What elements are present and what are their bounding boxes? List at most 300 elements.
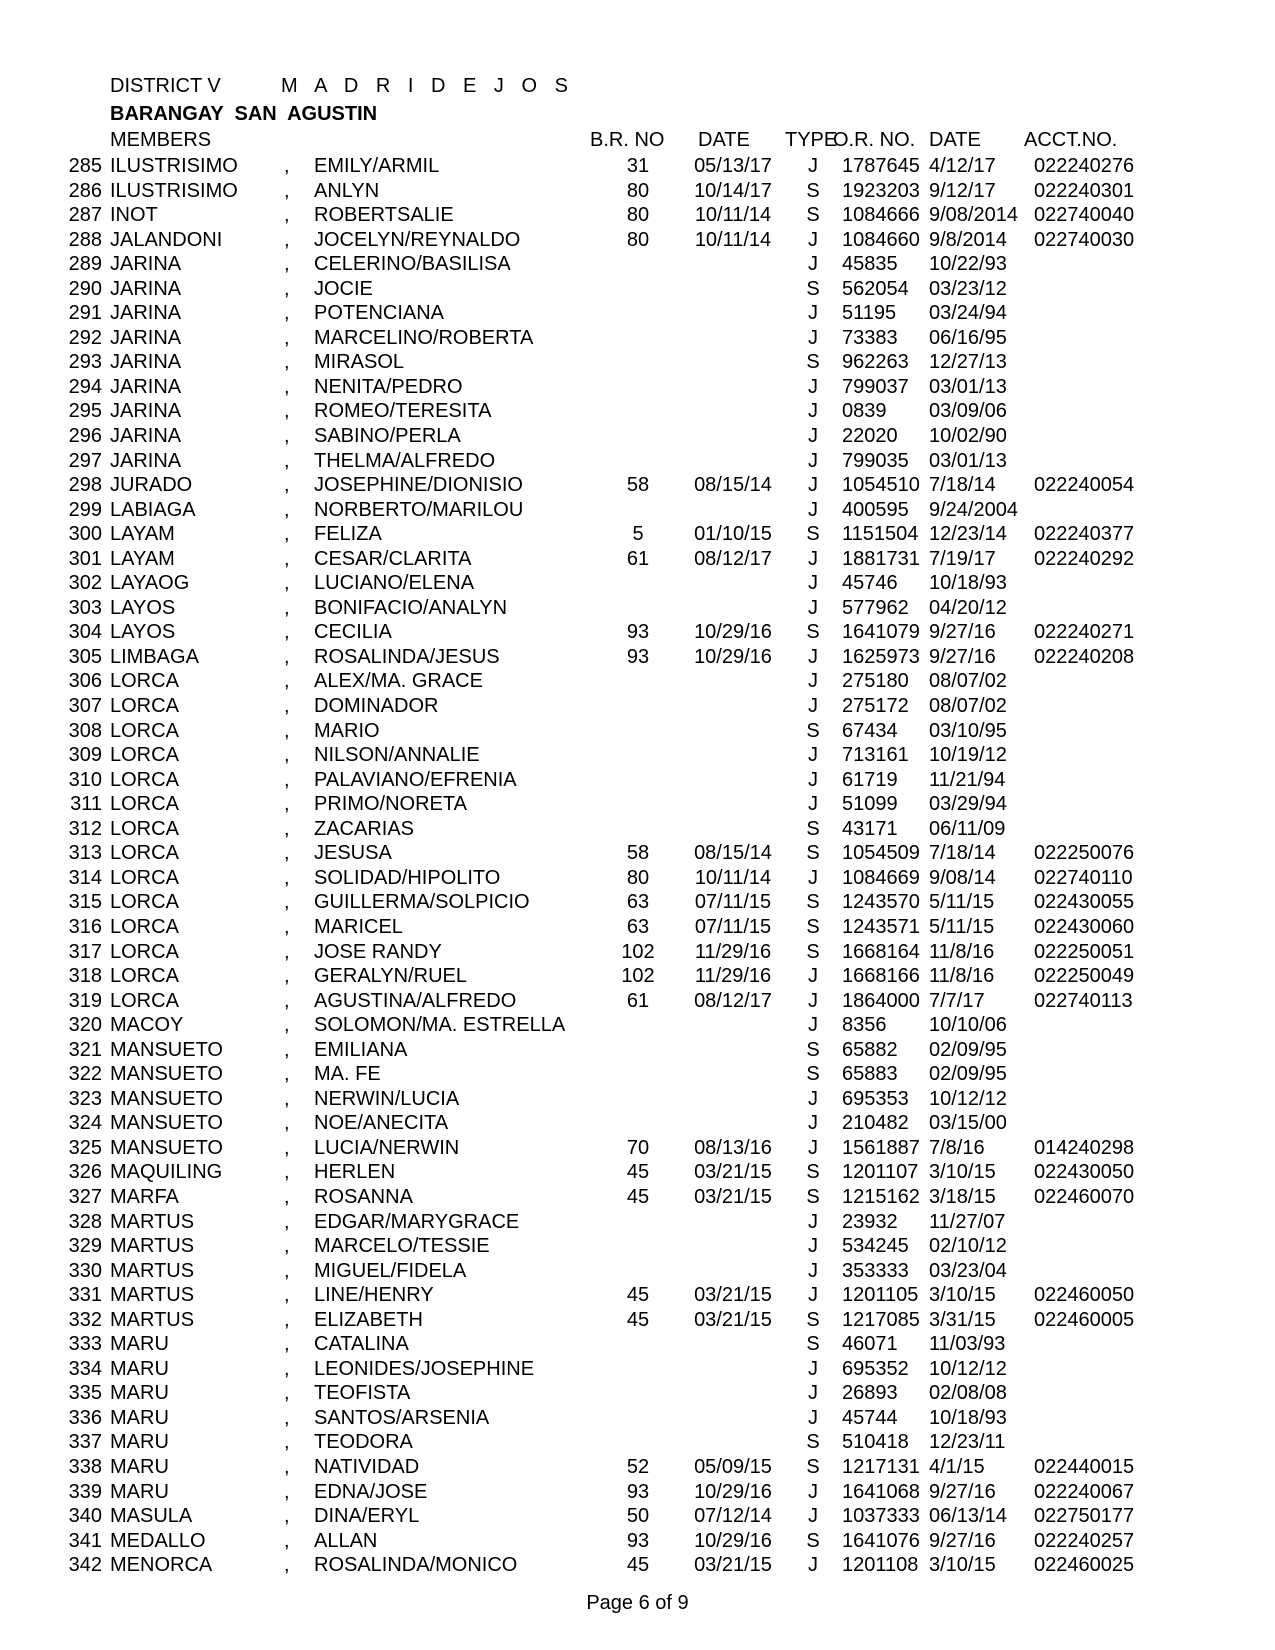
- comma-separator: ,: [284, 547, 290, 570]
- table-row: [0, 1308, 1275, 1333]
- last-name: LORCA: [110, 965, 179, 988]
- type: J: [808, 498, 818, 521]
- comma-separator: ,: [284, 793, 290, 816]
- comma-separator: ,: [284, 596, 290, 619]
- type: J: [808, 1136, 818, 1159]
- or-no: 562054: [842, 277, 909, 300]
- comma-separator: ,: [284, 1382, 290, 1405]
- last-name: MACOY: [110, 1014, 184, 1037]
- table-row: [0, 179, 1275, 204]
- acct-no: 022240257: [1034, 1529, 1135, 1552]
- table-row: [0, 399, 1275, 424]
- row-number: 285: [68, 155, 102, 177]
- first-names: LEONIDES/JOSEPHINE: [314, 1357, 535, 1380]
- or-no: 510418: [842, 1431, 909, 1454]
- type: S: [806, 1038, 820, 1061]
- comma-separator: ,: [284, 228, 290, 251]
- first-names: EMILIANA: [314, 1038, 408, 1061]
- first-names: LINE/HENRY: [314, 1284, 434, 1307]
- last-name: JARINA: [110, 351, 182, 374]
- row-number: 318: [68, 965, 102, 988]
- br-date: 03/21/15: [694, 1284, 772, 1307]
- or-date: 9/27/16: [929, 645, 996, 668]
- comma-separator: ,: [284, 1308, 290, 1331]
- table-row: [0, 547, 1275, 572]
- or-date: 9/8/2014: [929, 228, 1007, 251]
- table-row: [0, 1332, 1275, 1357]
- first-names: SANTOS/ARSENIA: [314, 1406, 490, 1429]
- or-no: 61719: [842, 768, 898, 791]
- or-date: 7/19/17: [929, 547, 996, 570]
- type: S: [806, 1431, 820, 1454]
- acct-no: 022430055: [1034, 891, 1135, 914]
- type: J: [808, 793, 818, 816]
- first-names: MARCELINO/ROBERTA: [314, 326, 534, 349]
- type: J: [808, 449, 818, 472]
- last-name: MENORCA: [110, 1554, 213, 1577]
- last-name: JARINA: [110, 449, 182, 472]
- type: J: [808, 1406, 818, 1429]
- or-no: 1787645: [842, 155, 920, 177]
- row-number: 313: [68, 842, 102, 865]
- comma-separator: ,: [284, 523, 290, 546]
- table-row: [0, 1136, 1275, 1161]
- first-names: FELIZA: [314, 523, 382, 546]
- or-no: 534245: [842, 1235, 909, 1258]
- comma-separator: ,: [284, 695, 290, 718]
- table-row: [0, 473, 1275, 498]
- acct-no: 022740113: [1034, 989, 1133, 1012]
- comma-separator: ,: [284, 670, 290, 693]
- or-no: 45835: [842, 253, 898, 276]
- type: J: [808, 1235, 818, 1258]
- or-date: 4/1/15: [929, 1455, 985, 1478]
- last-name: LORCA: [110, 719, 179, 742]
- row-number: 286: [68, 179, 102, 202]
- or-date: 9/08/14: [929, 866, 996, 889]
- last-name: JARINA: [110, 425, 182, 448]
- or-no: 46071: [842, 1333, 898, 1356]
- row-number: 340: [68, 1505, 102, 1528]
- first-names: NATIVIDAD: [314, 1455, 420, 1478]
- or-date: 11/8/16: [929, 965, 995, 988]
- row-number: 341: [68, 1529, 102, 1552]
- last-name: MARTUS: [110, 1284, 195, 1307]
- first-names: NORBERTO/MARILOU: [314, 498, 524, 521]
- or-no: 577962: [842, 596, 909, 619]
- or-date: 4/12/17: [929, 155, 996, 177]
- comma-separator: ,: [284, 744, 290, 767]
- page-number: Page 6 of 9: [586, 1592, 689, 1614]
- br-no: 45: [626, 1185, 650, 1208]
- row-number: 300: [68, 523, 102, 546]
- br-date: 03/21/15: [694, 1185, 772, 1208]
- comma-separator: ,: [284, 817, 290, 840]
- first-names: MA. FE: [314, 1063, 381, 1086]
- last-name: LORCA: [110, 768, 179, 791]
- first-names: NOE/ANECITA: [314, 1112, 449, 1135]
- table-row: [0, 890, 1275, 915]
- comma-separator: ,: [284, 400, 290, 423]
- or-no: 713161: [842, 744, 909, 767]
- or-no: 210482: [842, 1112, 909, 1135]
- row-number: 311: [70, 793, 102, 816]
- comma-separator: ,: [284, 498, 290, 521]
- br-date: 03/21/15: [694, 1554, 772, 1577]
- br-no: 93: [626, 645, 650, 668]
- table-row: [0, 375, 1275, 400]
- br-date: 10/29/16: [694, 1529, 772, 1552]
- first-names: JESUSA: [314, 842, 392, 865]
- row-number: 306: [68, 670, 102, 693]
- br-no: 45: [626, 1161, 650, 1184]
- or-date: 03/10/95: [929, 719, 1007, 742]
- or-date: 06/16/95: [929, 326, 1007, 349]
- acct-no: 022250076: [1034, 842, 1135, 865]
- or-no: 1084666: [842, 204, 920, 227]
- row-number: 305: [68, 645, 102, 668]
- or-date: 11/27/07: [929, 1210, 1006, 1233]
- first-names: THELMA/ALFREDO: [314, 449, 496, 472]
- comma-separator: ,: [284, 1505, 290, 1528]
- type: J: [808, 744, 818, 767]
- first-names: DOMINADOR: [314, 695, 439, 718]
- row-number: 315: [68, 891, 102, 914]
- comma-separator: ,: [284, 1554, 290, 1577]
- comma-separator: ,: [284, 621, 290, 644]
- or-date: 3/10/15: [929, 1161, 996, 1184]
- last-name: MARU: [110, 1357, 169, 1380]
- table-row: [0, 792, 1275, 817]
- or-date: 03/29/94: [929, 793, 1007, 816]
- or-no: 962263: [842, 351, 909, 374]
- comma-separator: ,: [284, 1185, 290, 1208]
- last-name: LORCA: [110, 891, 179, 914]
- table-row: [0, 989, 1275, 1014]
- br-no: 61: [626, 547, 650, 570]
- last-name: LABIAGA: [110, 498, 196, 521]
- acct-no: 022240208: [1034, 645, 1135, 668]
- or-no: 26893: [842, 1382, 898, 1405]
- first-names: MARIO: [314, 719, 380, 742]
- type: J: [808, 670, 818, 693]
- or-no: 1201105: [842, 1284, 919, 1307]
- last-name: MASULA: [110, 1505, 193, 1528]
- or-no: 1084660: [842, 228, 920, 251]
- last-name: INOT: [110, 204, 158, 227]
- or-date: 12/23/14: [929, 523, 1007, 546]
- or-no: 1037333: [842, 1505, 920, 1528]
- type: J: [808, 866, 818, 889]
- first-names: JOCIE: [314, 277, 373, 300]
- or-date: 5/11/15: [929, 891, 995, 914]
- or-date: 06/11/09: [929, 817, 1006, 840]
- br-date: 05/09/15: [694, 1455, 772, 1478]
- last-name: MARU: [110, 1333, 169, 1356]
- type: J: [808, 1112, 818, 1135]
- row-number: 316: [68, 915, 102, 938]
- row-number: 338: [68, 1455, 102, 1478]
- comma-separator: ,: [284, 719, 290, 742]
- or-date: 11/03/93: [929, 1333, 1006, 1356]
- first-names: ROMEO/TERESITA: [314, 400, 492, 423]
- table-row: [0, 1160, 1275, 1185]
- comma-separator: ,: [284, 277, 290, 300]
- or-no: 1641079: [842, 621, 920, 644]
- first-names: ROSALINDA/JESUS: [314, 645, 500, 668]
- type: J: [808, 228, 818, 251]
- or-date: 5/11/15: [929, 915, 995, 938]
- table-row: [0, 841, 1275, 866]
- or-date: 08/07/02: [929, 695, 1007, 718]
- row-number: 330: [68, 1259, 102, 1282]
- table-row: [0, 424, 1275, 449]
- br-date: 10/29/16: [694, 645, 772, 668]
- or-no: 51195: [842, 302, 897, 325]
- type: J: [808, 253, 818, 276]
- first-names: NILSON/ANNALIE: [314, 744, 480, 767]
- last-name: MARU: [110, 1455, 169, 1478]
- row-number: 326: [68, 1161, 102, 1184]
- table-row: [0, 1038, 1275, 1063]
- type: S: [806, 351, 820, 374]
- or-date: 7/18/14: [929, 842, 996, 865]
- br-no: 102: [621, 965, 655, 988]
- comma-separator: ,: [284, 204, 290, 227]
- type: J: [808, 155, 818, 177]
- table-row: [0, 301, 1275, 326]
- district-label: DISTRICT V: [110, 75, 221, 97]
- comma-separator: ,: [284, 155, 290, 177]
- acct-no: 022460050: [1034, 1284, 1135, 1307]
- or-no: 1243570: [842, 891, 920, 914]
- or-no: 275180: [842, 670, 909, 693]
- table-row: [0, 1013, 1275, 1038]
- type: J: [808, 596, 818, 619]
- last-name: LAYAM: [110, 523, 175, 546]
- br-no: 63: [626, 915, 650, 938]
- last-name: LORCA: [110, 744, 179, 767]
- or-date: 12/23/11: [929, 1431, 1006, 1454]
- or-date: 03/23/04: [929, 1259, 1007, 1282]
- or-date: 7/18/14: [929, 474, 996, 497]
- comma-separator: ,: [284, 572, 290, 595]
- town-label: M A D R I D E J O S: [281, 75, 574, 97]
- or-date: 02/10/12: [929, 1235, 1007, 1258]
- type: J: [808, 645, 818, 668]
- or-no: 1084669: [842, 866, 920, 889]
- last-name: LAYOS: [110, 621, 176, 644]
- table-row: [0, 1087, 1275, 1112]
- table-row: [0, 1357, 1275, 1382]
- type: S: [806, 817, 820, 840]
- or-date: 03/01/13: [929, 375, 1007, 398]
- acct-no: 022460070: [1034, 1185, 1135, 1208]
- or-no: 1151504: [842, 523, 919, 546]
- or-no: 45744: [842, 1406, 898, 1429]
- comma-separator: ,: [284, 645, 290, 668]
- br-no: 93: [626, 1480, 650, 1503]
- first-names: CESAR/CLARITA: [314, 547, 472, 570]
- row-number: 287: [68, 204, 102, 227]
- comma-separator: ,: [284, 1284, 290, 1307]
- first-names: TEOFISTA: [314, 1382, 411, 1405]
- row-number: 304: [68, 621, 102, 644]
- type: J: [808, 474, 818, 497]
- or-no: 1243571: [842, 915, 920, 938]
- last-name: LAYOS: [110, 596, 176, 619]
- type: S: [806, 1455, 820, 1478]
- br-date: 08/13/16: [694, 1136, 772, 1159]
- last-name: LORCA: [110, 940, 179, 963]
- type: J: [808, 302, 818, 325]
- last-name: MANSUETO: [110, 1038, 223, 1061]
- acct-no: 022740030: [1034, 228, 1135, 251]
- last-name: LIMBAGA: [110, 645, 199, 668]
- comma-separator: ,: [284, 842, 290, 865]
- or-no: 22020: [842, 425, 898, 448]
- first-names: CELERINO/BASILISA: [314, 253, 511, 276]
- first-names: BONIFACIO/ANALYN: [314, 596, 508, 619]
- table-row: [0, 669, 1275, 694]
- acct-no: 022240377: [1034, 523, 1135, 546]
- table-row: [0, 522, 1275, 547]
- first-names: ZACARIAS: [314, 817, 415, 840]
- or-no: 799037: [842, 375, 909, 398]
- or-no: 1201108: [842, 1554, 919, 1577]
- type: S: [806, 1308, 820, 1331]
- table-row: [0, 1259, 1275, 1284]
- first-names: ROSANNA: [314, 1185, 413, 1208]
- comma-separator: ,: [284, 1357, 290, 1380]
- type: S: [806, 891, 820, 914]
- or-no: 51099: [842, 793, 898, 816]
- first-names: EDGAR/MARYGRACE: [314, 1210, 520, 1233]
- acct-no: 022460025: [1034, 1554, 1135, 1577]
- comma-separator: ,: [284, 1235, 290, 1258]
- br-no: 80: [626, 204, 650, 227]
- table-row: [0, 620, 1275, 645]
- first-names: PRIMO/NORETA: [314, 793, 467, 816]
- br-no: 80: [626, 866, 650, 889]
- comma-separator: ,: [284, 1161, 290, 1184]
- type: J: [808, 1259, 818, 1282]
- table-row: [0, 1504, 1275, 1529]
- comma-separator: ,: [284, 375, 290, 398]
- acct-no: 022460005: [1034, 1308, 1135, 1331]
- first-names: ROBERTSALIE: [314, 204, 454, 227]
- row-number: 317: [68, 940, 102, 963]
- comma-separator: ,: [284, 1210, 290, 1233]
- acct-no: 022430050: [1034, 1161, 1135, 1184]
- barangay-title: BARANGAY SAN AGUSTIN: [110, 103, 378, 125]
- or-no: 1641076: [842, 1529, 920, 1552]
- last-name: MARTUS: [110, 1210, 195, 1233]
- last-name: MARU: [110, 1406, 169, 1429]
- last-name: JARINA: [110, 400, 182, 423]
- or-no: 1923203: [842, 179, 920, 202]
- or-no: 0839: [842, 400, 887, 423]
- type: S: [806, 1063, 820, 1086]
- table-row: [0, 1210, 1275, 1235]
- or-no: 1054509: [842, 842, 920, 865]
- last-name: LORCA: [110, 670, 179, 693]
- or-date: 10/18/93: [929, 1406, 1007, 1429]
- last-name: JARINA: [110, 253, 182, 276]
- or-no: 43171: [842, 817, 898, 840]
- row-number: 302: [68, 572, 102, 595]
- or-date: 9/27/16: [929, 1529, 996, 1552]
- table-row: [0, 1480, 1275, 1505]
- or-no: 1668166: [842, 965, 920, 988]
- last-name: MAQUILING: [110, 1161, 223, 1184]
- row-number: 329: [68, 1235, 102, 1258]
- type: J: [808, 989, 818, 1012]
- table-row: [0, 694, 1275, 719]
- comma-separator: ,: [284, 866, 290, 889]
- or-date: 03/24/94: [929, 302, 1007, 325]
- or-no: 1864000: [842, 989, 920, 1012]
- br-date: 08/15/14: [694, 474, 772, 497]
- br-no: 5: [632, 523, 644, 546]
- or-no: 23932: [842, 1210, 898, 1233]
- br-date: 08/12/17: [694, 547, 772, 570]
- or-date: 03/23/12: [929, 277, 1007, 300]
- br-date: 03/21/15: [694, 1161, 772, 1184]
- br-no: 63: [626, 891, 650, 914]
- acct-no: 014240298: [1034, 1136, 1135, 1159]
- type: S: [806, 842, 820, 865]
- or-date: 3/31/15: [929, 1308, 996, 1331]
- table-row: [0, 571, 1275, 596]
- br-no: 70: [626, 1136, 650, 1159]
- first-names: CATALINA: [314, 1333, 409, 1356]
- table-row: [0, 1430, 1275, 1455]
- table-row: [0, 915, 1275, 940]
- or-date: 10/10/06: [929, 1014, 1007, 1037]
- first-names: MIRASOL: [314, 351, 405, 374]
- last-name: LORCA: [110, 842, 179, 865]
- type: J: [808, 1480, 818, 1503]
- comma-separator: ,: [284, 179, 290, 202]
- table-row: [0, 719, 1275, 744]
- last-name: MEDALLO: [110, 1529, 206, 1552]
- or-date: 06/13/14: [929, 1505, 1007, 1528]
- col-or-date: DATE: [929, 129, 981, 151]
- row-number: 310: [68, 768, 102, 791]
- row-number: 331: [68, 1284, 102, 1307]
- type: J: [808, 425, 818, 448]
- comma-separator: ,: [284, 1333, 290, 1356]
- type: S: [806, 1529, 820, 1552]
- row-number: 295: [68, 400, 102, 423]
- table-row: [0, 1553, 1275, 1578]
- or-date: 3/10/15: [929, 1554, 996, 1577]
- last-name: MARTUS: [110, 1235, 195, 1258]
- br-no: 80: [626, 179, 650, 202]
- type: J: [808, 400, 818, 423]
- table-row: [0, 964, 1275, 989]
- last-name: MANSUETO: [110, 1087, 223, 1110]
- table-row: [0, 228, 1275, 253]
- last-name: ILUSTRISIMO: [110, 179, 238, 202]
- or-no: 1881731: [842, 547, 920, 570]
- table-row: [0, 1283, 1275, 1308]
- last-name: LORCA: [110, 915, 179, 938]
- type: J: [808, 1357, 818, 1380]
- br-no: 102: [621, 940, 655, 963]
- last-name: LAYAOG: [110, 572, 190, 595]
